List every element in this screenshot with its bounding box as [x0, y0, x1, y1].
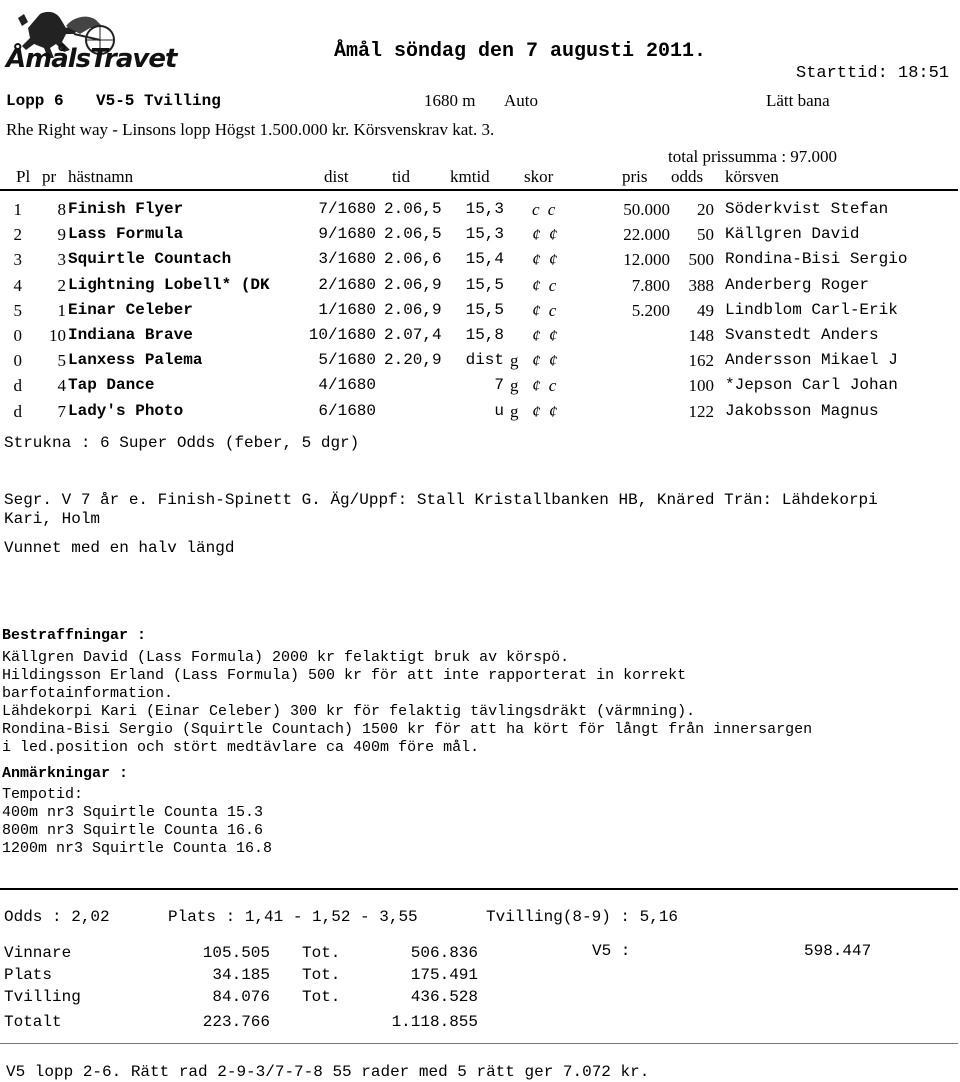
- penalty-line: i led.position och stört medtävlare ca 400m före mål.: [2, 739, 480, 756]
- v5-value: 598.447: [804, 942, 872, 960]
- cell-time: 2.06,9: [384, 300, 442, 319]
- penalties-heading: Bestraffningar :: [2, 627, 147, 644]
- cell-shoes: ¢ c: [532, 275, 559, 295]
- v5-label: V5 :: [592, 942, 631, 960]
- col-tid: tid: [392, 167, 410, 186]
- race-distance: 1680 m: [424, 91, 476, 110]
- pool-label: Vinnare: [4, 944, 72, 962]
- cell-horse-name: Tap Dance: [68, 376, 155, 395]
- cell-shoes: ¢ c: [532, 300, 559, 320]
- col-kmtid: kmtid: [450, 167, 490, 186]
- table-row: [0, 301, 960, 323]
- table-row: [0, 225, 960, 247]
- cell-horse-name: Lightning Lobell* (DK: [68, 275, 270, 294]
- remark-line: 400m nr3 Squirtle Counta 15.3: [2, 804, 264, 821]
- col-pris: pris: [622, 167, 648, 186]
- cell-post-position: 8: [57, 200, 66, 219]
- pool-value: 223.766: [202, 1013, 270, 1031]
- cell-placement: 0: [13, 351, 22, 371]
- cell-prize: 12.000: [623, 250, 670, 270]
- penalty-line: Hildingsson Erland (Lass Formula) 500 kr för att inte rapporterat in korrekt: [2, 667, 687, 684]
- cell-odds: 148: [688, 326, 714, 345]
- cell-driver: Rondina-Bisi Sergio: [725, 250, 908, 269]
- cell-km-time: 15,3: [465, 200, 504, 218]
- winner-info-line1: Segr. V 7 år e. Finish-Spinett G. Äg/Uppf: Stall Kristallbanken HB, Knäred Trän: Lähdekorpi: [4, 491, 878, 509]
- cell-gear: g: [510, 376, 519, 396]
- footer-divider: [0, 1043, 958, 1044]
- pool-value: 84.076: [212, 988, 270, 1006]
- cell-shoes: ¢ ¢: [532, 326, 560, 345]
- cell-km-time: u: [494, 401, 504, 420]
- cell-placement: d: [13, 376, 22, 396]
- cell-post-position: 1: [57, 300, 66, 320]
- cell-prize: 22.000: [623, 225, 670, 245]
- cell-post-position: 2: [57, 275, 66, 295]
- table-row: [0, 351, 960, 373]
- col-pl: Pl: [16, 167, 31, 186]
- remark-line: 1200m nr3 Squirtle Counta 16.8: [2, 840, 273, 857]
- cell-post-position: 5: [57, 351, 66, 371]
- cell-gear: g: [510, 351, 519, 371]
- pool-total-value: 506.836: [410, 944, 478, 962]
- cell-distance: 2/1680: [318, 275, 376, 294]
- cell-km-time: 15,5: [465, 300, 504, 319]
- cell-driver: Andersson Mikael J: [725, 351, 898, 370]
- cell-post-position: 10: [49, 326, 66, 345]
- cell-horse-name: Indiana Brave: [68, 326, 193, 344]
- cell-shoes: ¢ ¢: [532, 250, 560, 270]
- pool-label: Plats: [4, 966, 53, 984]
- cell-odds: 388: [688, 275, 714, 295]
- col-driver: körsven: [725, 167, 779, 186]
- cell-driver: Svanstedt Anders: [725, 326, 879, 344]
- cell-placement: 5: [13, 300, 22, 320]
- col-pr: pr: [42, 167, 57, 186]
- cell-km-time: 15,4: [465, 250, 504, 269]
- cell-distance: 9/1680: [318, 225, 376, 244]
- pool-total-label: Tot.: [302, 944, 341, 962]
- header-divider: [0, 189, 958, 191]
- start-method: Auto: [504, 91, 538, 110]
- cell-horse-name: Lady's Photo: [68, 401, 184, 420]
- race-name: Rhe Right way - Linsons lopp Högst 1.500.000 kr. Körsvenskrav kat. 3.: [6, 120, 495, 139]
- cell-odds: 49: [697, 300, 714, 320]
- cell-odds: 122: [688, 401, 714, 421]
- cell-km-time: 7: [494, 376, 504, 395]
- cell-time: 2.07,4: [384, 326, 442, 344]
- table-row: [0, 326, 960, 348]
- cell-driver: Jakobsson Magnus: [725, 401, 879, 420]
- cell-driver: Källgren David: [725, 225, 860, 244]
- cell-time: 2.06,6: [384, 250, 442, 269]
- cell-km-time: 15,8: [465, 326, 504, 344]
- pool-value: 34.185: [212, 966, 270, 984]
- track-condition: Lätt bana: [766, 91, 830, 110]
- race-number: Lopp 6: [6, 92, 64, 110]
- cell-odds: 20: [697, 200, 714, 219]
- pool-total-value: 1.118.855: [391, 1013, 478, 1031]
- cell-horse-name: Lass Formula: [68, 225, 184, 244]
- table-row: [0, 200, 960, 222]
- cell-horse-name: Lanxess Palema: [68, 351, 203, 370]
- cell-odds: 100: [688, 376, 714, 396]
- cell-horse-name: Einar Celeber: [68, 300, 193, 319]
- cell-odds: 162: [688, 351, 714, 371]
- col-odds: odds: [671, 167, 704, 186]
- cell-post-position: 4: [57, 376, 66, 396]
- penalty-line: Lähdekorpi Kari (Einar Celeber) 300 kr för felaktig tävlingsdräkt (värmning).: [2, 703, 696, 720]
- v5-footer: V5 lopp 2-6. Rätt rad 2-9-3/7-7-8 55 rader med 5 rätt ger 7.072 kr.: [6, 1063, 650, 1081]
- cell-time: 2.20,9: [384, 351, 442, 370]
- cell-km-time: 15,3: [465, 225, 504, 244]
- cell-distance: 10/1680: [308, 326, 376, 344]
- total-prize: total prissumma : 97.000: [668, 147, 838, 166]
- cell-post-position: 7: [57, 401, 66, 421]
- cell-prize: 7.800: [631, 275, 670, 295]
- table-row: [0, 250, 960, 272]
- cell-km-time: dist: [465, 351, 504, 370]
- col-name: hästnamn: [68, 167, 134, 186]
- remark-line: Tempotid:: [2, 786, 84, 803]
- cell-placement: 3: [13, 250, 22, 270]
- winner-info-line2: Kari, Holm: [4, 510, 101, 528]
- table-row: [0, 276, 960, 298]
- remark-line: 800m nr3 Squirtle Counta 16.6: [2, 822, 264, 839]
- cell-driver: Lindblom Carl-Erik: [725, 300, 898, 319]
- cell-shoes: ¢ ¢: [532, 351, 560, 371]
- cell-shoes: ¢ ¢: [532, 401, 560, 421]
- cell-prize: 50.000: [623, 200, 670, 219]
- winning-margin: Vunnet med en halv längd: [4, 539, 235, 557]
- cell-distance: 3/1680: [318, 250, 376, 269]
- pool-value: 105.505: [202, 944, 270, 962]
- remarks-heading: Anmärkningar :: [2, 765, 129, 782]
- cell-time: 2.06,5: [384, 200, 442, 218]
- pool-total-value: 436.528: [410, 988, 478, 1006]
- cell-distance: 5/1680: [318, 351, 376, 370]
- pool-label: Totalt: [4, 1013, 62, 1031]
- race-type: V5-5 Tvilling: [96, 92, 221, 110]
- cell-driver: Söderkvist Stefan: [725, 200, 889, 218]
- odds-place: Plats : 1,41 - 1,52 - 3,55: [168, 908, 418, 926]
- cell-placement: 2: [13, 225, 22, 245]
- pool-total-label: Tot.: [302, 966, 341, 984]
- logo-text: ÅmålsTravet: [6, 44, 177, 74]
- start-time: Starttid: 18:51: [796, 64, 950, 83]
- cell-distance: 1/1680: [318, 300, 376, 319]
- cell-distance: 7/1680: [318, 200, 376, 218]
- cell-placement: 0: [13, 326, 22, 345]
- cell-odds: 500: [688, 250, 714, 270]
- col-skor: skor: [524, 167, 554, 186]
- cell-driver: *Jepson Carl Johan: [725, 376, 898, 395]
- col-dist: dist: [324, 167, 349, 186]
- pool-label: Tvilling: [4, 988, 81, 1006]
- cell-shoes: c c: [532, 200, 558, 219]
- cell-horse-name: Finish Flyer: [68, 200, 184, 218]
- pool-total-value: 175.491: [410, 966, 478, 984]
- table-row: [0, 376, 960, 398]
- page-title: Åmål söndag den 7 augusti 2011.: [334, 40, 707, 63]
- cell-gear: g: [510, 401, 519, 421]
- penalty-line: Rondina-Bisi Sergio (Squirtle Countach) 1500 kr för att ha kört för långt från innersargen: [2, 721, 813, 738]
- odds-winner: Odds : 2,02: [4, 908, 110, 926]
- cell-placement: d: [13, 401, 22, 421]
- cell-time: 2.06,9: [384, 275, 442, 294]
- odds-twin: Tvilling(8-9) : 5,16: [486, 908, 679, 926]
- cell-driver: Anderberg Roger: [725, 275, 870, 294]
- cell-distance: 6/1680: [318, 401, 376, 420]
- table-row: [0, 402, 960, 424]
- scratched-horses: Strukna : 6 Super Odds (feber, 5 dgr): [4, 434, 360, 452]
- cell-shoes: ¢ c: [532, 376, 559, 396]
- cell-km-time: 15,5: [465, 275, 504, 294]
- amalstravet-logo: [4, 4, 177, 82]
- penalty-line: barfotainformation.: [2, 685, 174, 702]
- cell-post-position: 3: [57, 250, 66, 270]
- penalty-line: Källgren David (Lass Formula) 2000 kr felaktigt bruk av körspö.: [2, 649, 570, 666]
- cell-placement: 4: [13, 275, 22, 295]
- summary-divider: [0, 888, 958, 890]
- cell-horse-name: Squirtle Countach: [68, 250, 232, 269]
- cell-placement: 1: [13, 200, 22, 219]
- pool-total-label: Tot.: [302, 988, 341, 1006]
- cell-post-position: 9: [57, 225, 66, 245]
- cell-distance: 4/1680: [318, 376, 376, 395]
- cell-odds: 50: [697, 225, 714, 245]
- cell-prize: 5.200: [631, 300, 670, 320]
- cell-time: 2.06,5: [384, 225, 442, 244]
- cell-shoes: ¢ ¢: [532, 225, 560, 245]
